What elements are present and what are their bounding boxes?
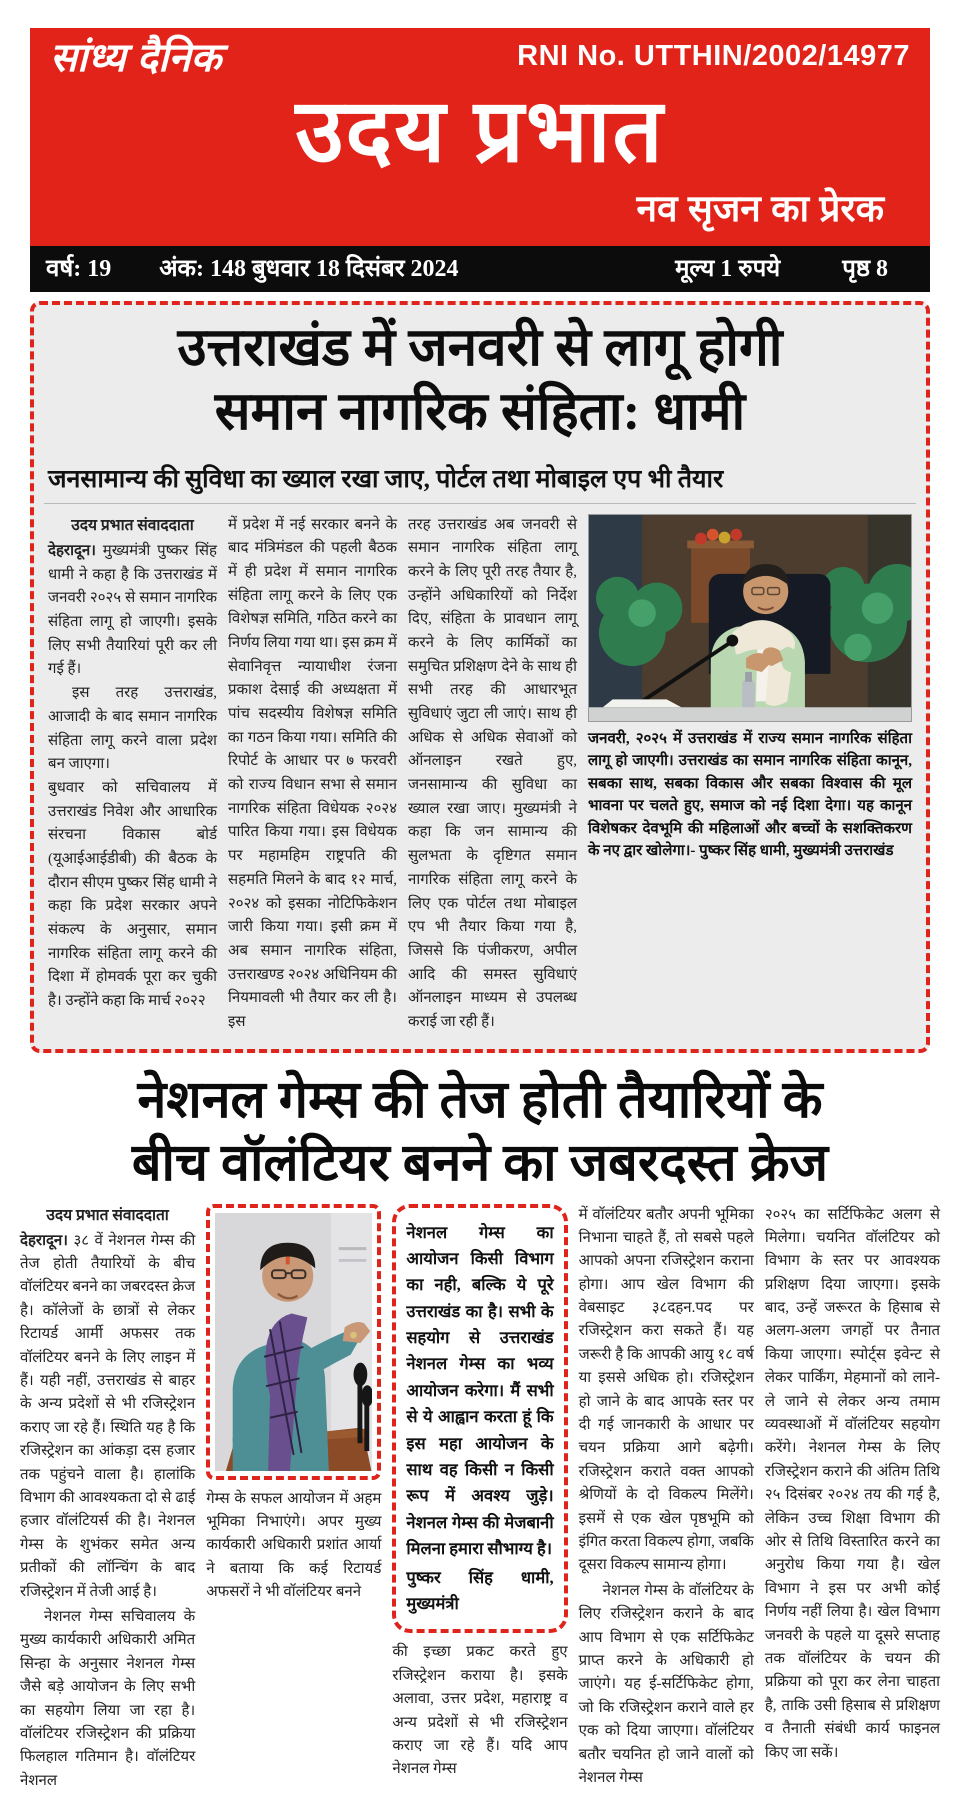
lead-paragraph: बुधवार को सचिवालय में उत्तराखंड निवेश और आधारिक संरचना विकास बोर्ड (यूआईआईडीबी) की बैठक के दौरान सीएम पुष्कर सिंह धामी ने कहा कि प्रदेश सरकार अपने संकल्प के अनुसार, समान नागरिक संहिता लागू करने की दिशा में होमवर्क पूरा कर चुकी है। उन्होंने कहा कि मार्च २०२२ — [48, 779, 217, 1010]
cm-podium-illustration — [215, 1213, 372, 1471]
paper-tagline: नव सृजन का प्रेरक — [636, 187, 884, 229]
infobar-price: मूल्य 1 रुपये — [675, 255, 781, 282]
infobar-issue-date: अंक: 148 बुधवार 18 दिसंबर 2024 — [159, 255, 459, 282]
rni-number: RNI No. UTTHIN/2002/14977 — [517, 40, 910, 72]
cm-quote-text: नेशनल गेम्स का आयोजन किसी विभाग का नही, बल्कि ये पूरे उत्तराखंड का है। सभी के सहयोग से उत्तराखंड नेशनल गेम्स का भव्य आयोजन करेगा। मैं सभी से ये आह्वान करता हूं कि इस महा आयोजन के साथ वह किसी न किसी रूप में अवश्य जुड़े। नेशनल गेम्स की मेजबानी मिलना हमारा सौभाग्य है। — [406, 1222, 554, 1559]
lead-headline — [44, 317, 916, 444]
photo-cm-ucc-meeting — [588, 514, 912, 722]
lead-byline: उदय प्रभात संवाददाता — [71, 516, 194, 534]
issue-infobar — [30, 246, 930, 293]
lead-paragraph: इस तरह उत्तराखंड, आजादी के बाद समान नागरिक संहिता लागू करने वाला प्रदेश बन जाएगा। — [48, 685, 217, 773]
second-article-column-2 — [206, 1204, 381, 1794]
second-article-paragraph: २०२५ का सर्टिफिकेट अलग से मिलेगा। चयनित वॉलंटियर को विभाग के स्तर पर आवश्यक प्रशिक्षण दिया जाएगा। इसके बाद, उन्हें जरूरत के हिसाब से अलग-अलग जगहों पर तैनात किया जाएगा। स्पोर्ट्स इवेन्ट से लेकर पार्किंग, मेहमानों को लाने-ले जाने से लेकर अन्य तमाम व्यवस्थाओं में वॉलंटियर सहयोग करेंगे। नेशनल गेम्स के लिए रजिस्ट्रेशन कराने की अंतिम तिथि २५ दिसंबर २०२४ तय की गई है, लेकिन उच्च शिक्षा विभाग की ओर से तिथि विस्तारित करने का अनुरोध किया गया है। खेल विभाग ने इस पर अभी कोई निर्णय नहीं लिया है। खेल विभाग जनवरी के पहले या दूसरे सप्ताह तक वॉलंटियर के चयन की प्रक्रिया को पूरा कर लेना चाहता है, ताकि उसी हिसाब से प्रशिक्षण व तैनाती संबंधी कार्य फाइनल किए जा सकें। — [764, 1206, 941, 1761]
infobar-year: वर्ष: 19 — [46, 255, 112, 282]
second-headline — [12, 1069, 948, 1196]
lead-photo-caption: जनवरी, २०२५ में उत्तराखंड में राज्य समान नागरिक संहिता लागू हो जाएगी। उत्तराखंड का समान नागरिक संहिता कानून, सबका साथ, सबका विकास और सबका विश्वास की मूल भावना पर चलते हुए, समाज को नई दिशा देगा। यह कानून विशेषकर देवभूमि की महिलाओं और बच्चों के सशक्तिकरण के नए द्वार खोलेगा।- पुष्कर सिंह धामी, मुख्यमंत्री उत्तराखंड — [588, 730, 912, 860]
lead-column-2 — [228, 514, 397, 1035]
second-headline-line2: बीच वॉलंटियर बनने का जबरदस्त क्रेज — [131, 1135, 829, 1193]
lead-paragraph — [48, 540, 217, 682]
second-article-paragraph — [20, 1230, 195, 1604]
dateline: देहरादून। — [48, 543, 96, 560]
paper-title: उदय प्रभात — [295, 81, 665, 180]
second-article-byline: उदय प्रभात संवाददाता — [46, 1206, 169, 1224]
second-article-paragraph: नेशनल गेम्स सचिवालय के मुख्य कार्यकारी अधिकारी अमित सिन्हा के अनुसार नेशनल गेम्स जैसे बड़े आयोजन के लिए सभी का सहयोग लिया जा रहा है। वॉलंटियर रजिस्ट्रेशन की प्रक्रिया फिलहाल गतिमान है। वॉलंटियर नेशनल — [20, 1608, 196, 1789]
masthead-banner — [30, 28, 930, 246]
lead-column-1 — [48, 514, 217, 1035]
second-article-column-4 — [579, 1204, 754, 1794]
second-article-paragraph: नेशनल गेम्स के वॉलंटियर के लिए रजिस्ट्रेशन कराने के बाद आप विभाग से एक सर्टिफिकेट प्राप्त करने के अधिकारी हो जाएंगे। यह ई-सर्टिफिकेट होगा, जो कि रजिस्ट्रेशन कराने वाले हर एक को दिया जाएगा। वॉलंटियर बतौर चयनित हो जाने वालों को नेशनल गेम्स — [578, 1582, 754, 1786]
edition-label: सांध्य दैनिक — [50, 36, 222, 80]
lead-paragraph: तरह उत्तराखंड अब जनवरी से समान नागरिक संहिता लागू करने के लिए पूरी तरह तैयार है, उन्होंने अधिकारियों को निर्देश दिए, संहिता के प्रावधान लागू करने के लिए कार्मिकों का समुचित प्रशिक्षण देने के साथ ही सभी तरह की आधारभूत सुविधाएं जुटा ली जाएं। साथ ही अधिक से अधिक सेवाओं को ऑनलाइन रखते हुए, जनसामान्य की सुविधा का ख्याल रखा जाए। मुख्यमंत्री ने कहा कि जन सामान्य की सुलभता के दृष्टिगत समान नागरिक संहिता लागू करने के लिए एक पोर्टल तथा मोबाइल एप भी तैयार किया गया है, जिससे कि पंजीकरण, अपील आदि की समस्त सुविधाएं ऑनलाइन माध्यम से उपलब्ध कराई जा रही हैं। — [408, 516, 577, 1030]
masthead-top-row — [50, 36, 910, 80]
second-article-paragraph-text: ३८ वें नेशनल गेम्स की तेज होती तैयारियों के बीच वॉलंटियर बनने का जबरदस्त क्रेज है। कॉलेजों के छात्रों से लेकर रिटायर्ड आर्मी अफसर तक वॉलंटियर बनने के लिए लाइन में हैं। यही नहीं, उत्तराखंड से बाहर के अन्य प्रदेशों से भी रजिस्ट्रेशन कराए जा रहे हैं। स्थिति यह है कि रजिस्ट्रेशन का आंकड़ा दस हजार तक पहुंचने वाला है। हालांकि विभाग की आवश्यकता दो से ढाई हजार वॉलंटियर्स की है। नेशनल गेम्स के शुभंकर समेत अन्य प्रतीकों की लॉन्चिंग के बाद रजिस्ट्रेशन में तेजी आई है। — [20, 1232, 196, 1600]
second-article-column-3 — [392, 1204, 567, 1794]
second-article — [20, 1204, 940, 1794]
lead-article-body — [44, 514, 916, 1035]
photo-cm-podium — [215, 1213, 372, 1471]
dateline: देहरादून। — [20, 1232, 68, 1249]
cm-meeting-illustration — [589, 515, 911, 721]
second-article-column-1 — [20, 1204, 195, 1794]
infobar-pages: पृष्ठ 8 — [842, 255, 888, 282]
second-article-paragraph: की इच्छा प्रकट करते हुए रजिस्ट्रेशन कराया है। इसके अलावा, उत्तर प्रदेश, महाराष्ट्र व अन्य प्रदेशों से भी रजिस्ट्रेशन कराए जा रहे हैं। यदि आप नेशनल गेम्स — [392, 1644, 568, 1778]
photo-cm-podium-frame — [206, 1204, 381, 1480]
lead-headline-line2: समान नागरिक संहिता: धामी — [214, 382, 746, 441]
lead-paragraph-text: मुख्यमंत्री पुष्कर सिंह धामी ने कहा है कि उत्तराखंड में जनवरी २०२५ से समान नागरिक संहिता लागू हो जाएगी। इसके लिए सभी तैयारियां पूरी कर ली गई हैं। — [48, 543, 218, 678]
second-article-paragraph: गेम्स के सफल आयोजन में अहम भूमिका निभाएंगे। अपर मुख्य कार्यकारी अधिकारी प्रशांत आर्या ने बताया कि कई रिटायर्ड अफसरों ने भी वॉलंटियर बनने — [206, 1490, 382, 1601]
lead-subheadline: जनसामान्य की सुविधा का ख्याल रखा जाए, पोर्टल तथा मोबाइल एप भी तैयार — [44, 461, 916, 504]
second-headline-line1: नेशनल गेम्स की तेज होती तैयारियों के — [137, 1071, 823, 1129]
second-article-column-5 — [765, 1204, 940, 1794]
lead-paragraph: में प्रदेश में नई सरकार बनने के बाद मंत्रिमंडल की पहली बैठक में ही प्रदेश में समान नागरिक संहिता लागू करने के लिए एक विशेषज्ञ समिति, गठित करने का निर्णय लिया गया था। इस क्रम में सेवानिवृत्त न्यायाधीश रंजना प्रकाश देसाई की अध्यक्षता में पांच सदस्यीय विशेषज्ञ समिति का गठन किया गया। समिति की रिपोर्ट के आधार पर ७ फरवरी को राज्य विधान सभा से समान नागरिक संहिता विधेयक २०२४ पारित किया गया। इस विधेयक पर महामहिम राष्ट्रपति की सहमति मिलने के बाद १२ मार्च, २०२४ को इसका नोटिफिकेशन जारी किया गया। इसी क्रम में अब समान नागरिक संहिता, उत्तराखण्ड २०२४ अधिनियम की नियमावली भी तैयार कर ली है। इस — [228, 516, 397, 1030]
lead-photo-block — [588, 514, 912, 1035]
cm-quote-box — [392, 1204, 567, 1634]
lead-article-box — [30, 301, 930, 1052]
second-article-paragraph: में वॉलंटियर बतौर अपनी भूमिका निभाना चाहते हैं, तो सबसे पहले आपको अपना रजिस्ट्रेशन कराना होगा। आप खेल विभाग की वेबसाइट ३८दहन.पद पर रजिस्ट्रेशन करा सकते हैं। यह जरूरी है कि आपकी आयु १८ वर्ष या इससे अधिक हो। रजिस्ट्रेशन हो जाने के बाद आपके स्तर पर दी गई जानकारी के आधार पर चयन प्रक्रिया आगे बढ़ेगी। रजिस्ट्रेशन कराते वक्त आपको श्रेणियों के दो विकल्प मिलेंगे। इसमें से एक खेल पृष्ठभूमि को इंगित करता विकल्प होगा, जबकि दूसरा विकल्प सामान्य होगा। — [578, 1206, 754, 1574]
lead-headline-line1: उत्तराखंड में जनवरी से लागू होगी — [177, 319, 783, 378]
cm-quote-attribution: पुष्कर सिंह धामी, मुख्यमंत्री — [406, 1567, 554, 1613]
lead-column-3 — [408, 514, 577, 1035]
